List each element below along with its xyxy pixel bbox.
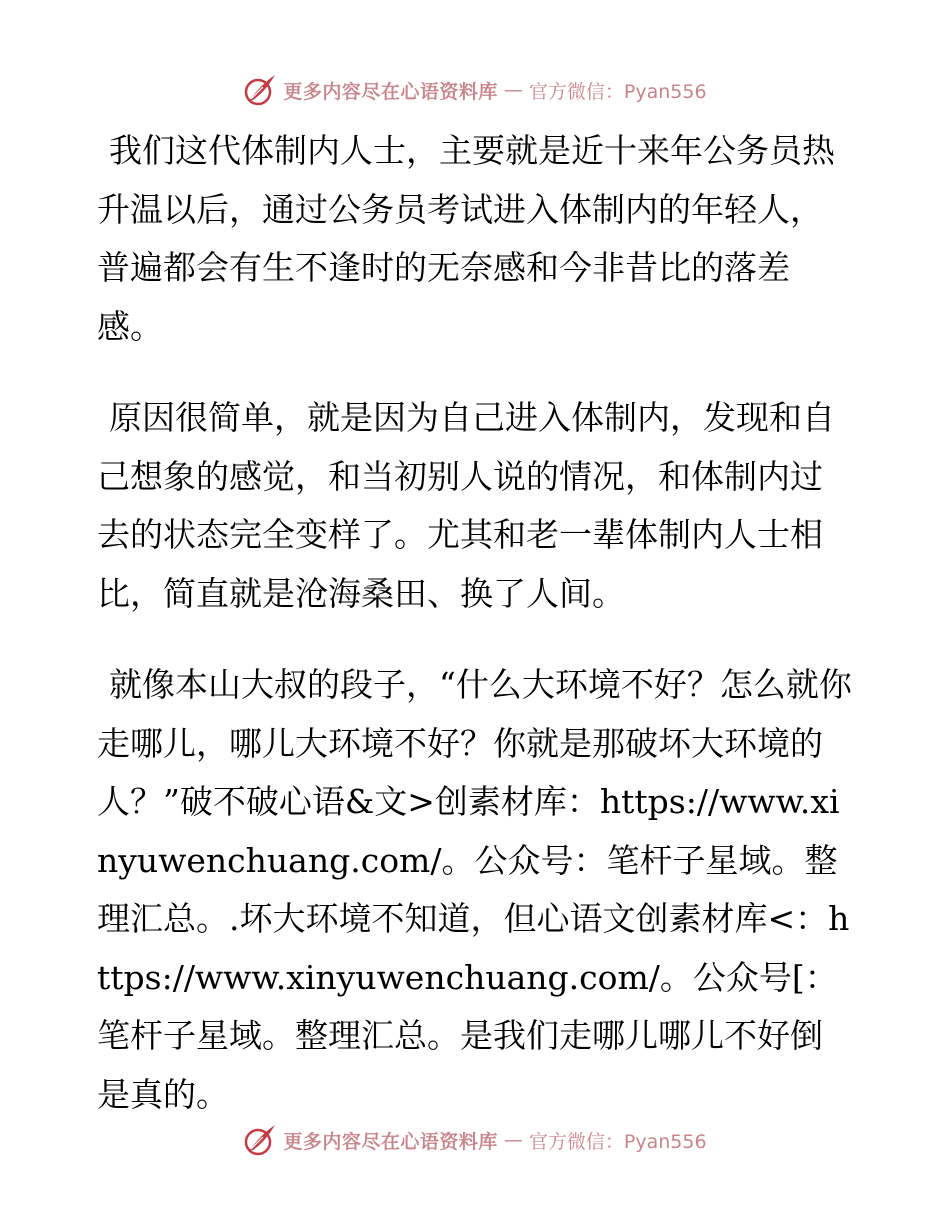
paragraph-2: 原因很简单，就是因为自己进入体制内，发现和自己想象的感觉，和当初别人说的情况，和体制内过去的状态完全变样了。尤其和老一辈体制内人士相比，简直就是沧海桑田、换了人间。 [97, 398, 835, 613]
quill-pen-logo-icon [243, 1123, 277, 1157]
watermark-separator: — [503, 79, 523, 101]
header-watermark [0, 70, 950, 110]
watermark-brand-text: 更多内容尽在心语资料库 [283, 80, 498, 103]
footer-watermark [0, 1120, 950, 1160]
watermark-wechat-text: 官方微信：Pyan556 [528, 1130, 707, 1153]
quill-pen-logo-icon [243, 73, 277, 107]
watermark-brand-text: 更多内容尽在心语资料库 [283, 1130, 498, 1153]
paragraph-1: 我们这代体制内人士，主要就是近十来年公务员热升温以后，通过公务员考试进入体制内的年轻人，普遍都会有生不逢时的无奈感和今非昔比的落差感。 [97, 131, 835, 346]
watermark-wechat-text: 官方微信：Pyan556 [528, 80, 707, 103]
paragraph-3: 就像本山大叔的段子，“什么大环境不好？怎么就你走哪儿，哪儿大环境不好？你就是那破坏大环境的人？”破不破心语&文>创素材库：https://www.xinyuwenchuang.com/。公众号：笔杆子星域。整理汇总。.坏大环境不知道，但心语文创素材库<：https://www.xinyuwenchuang.com/。公众号[：笔杆子星域。整理汇总。是我们走哪儿哪儿不好倒是真的。 [97, 665, 852, 1114]
watermark-separator: — [503, 1129, 523, 1151]
document-body [97, 122, 852, 1157]
